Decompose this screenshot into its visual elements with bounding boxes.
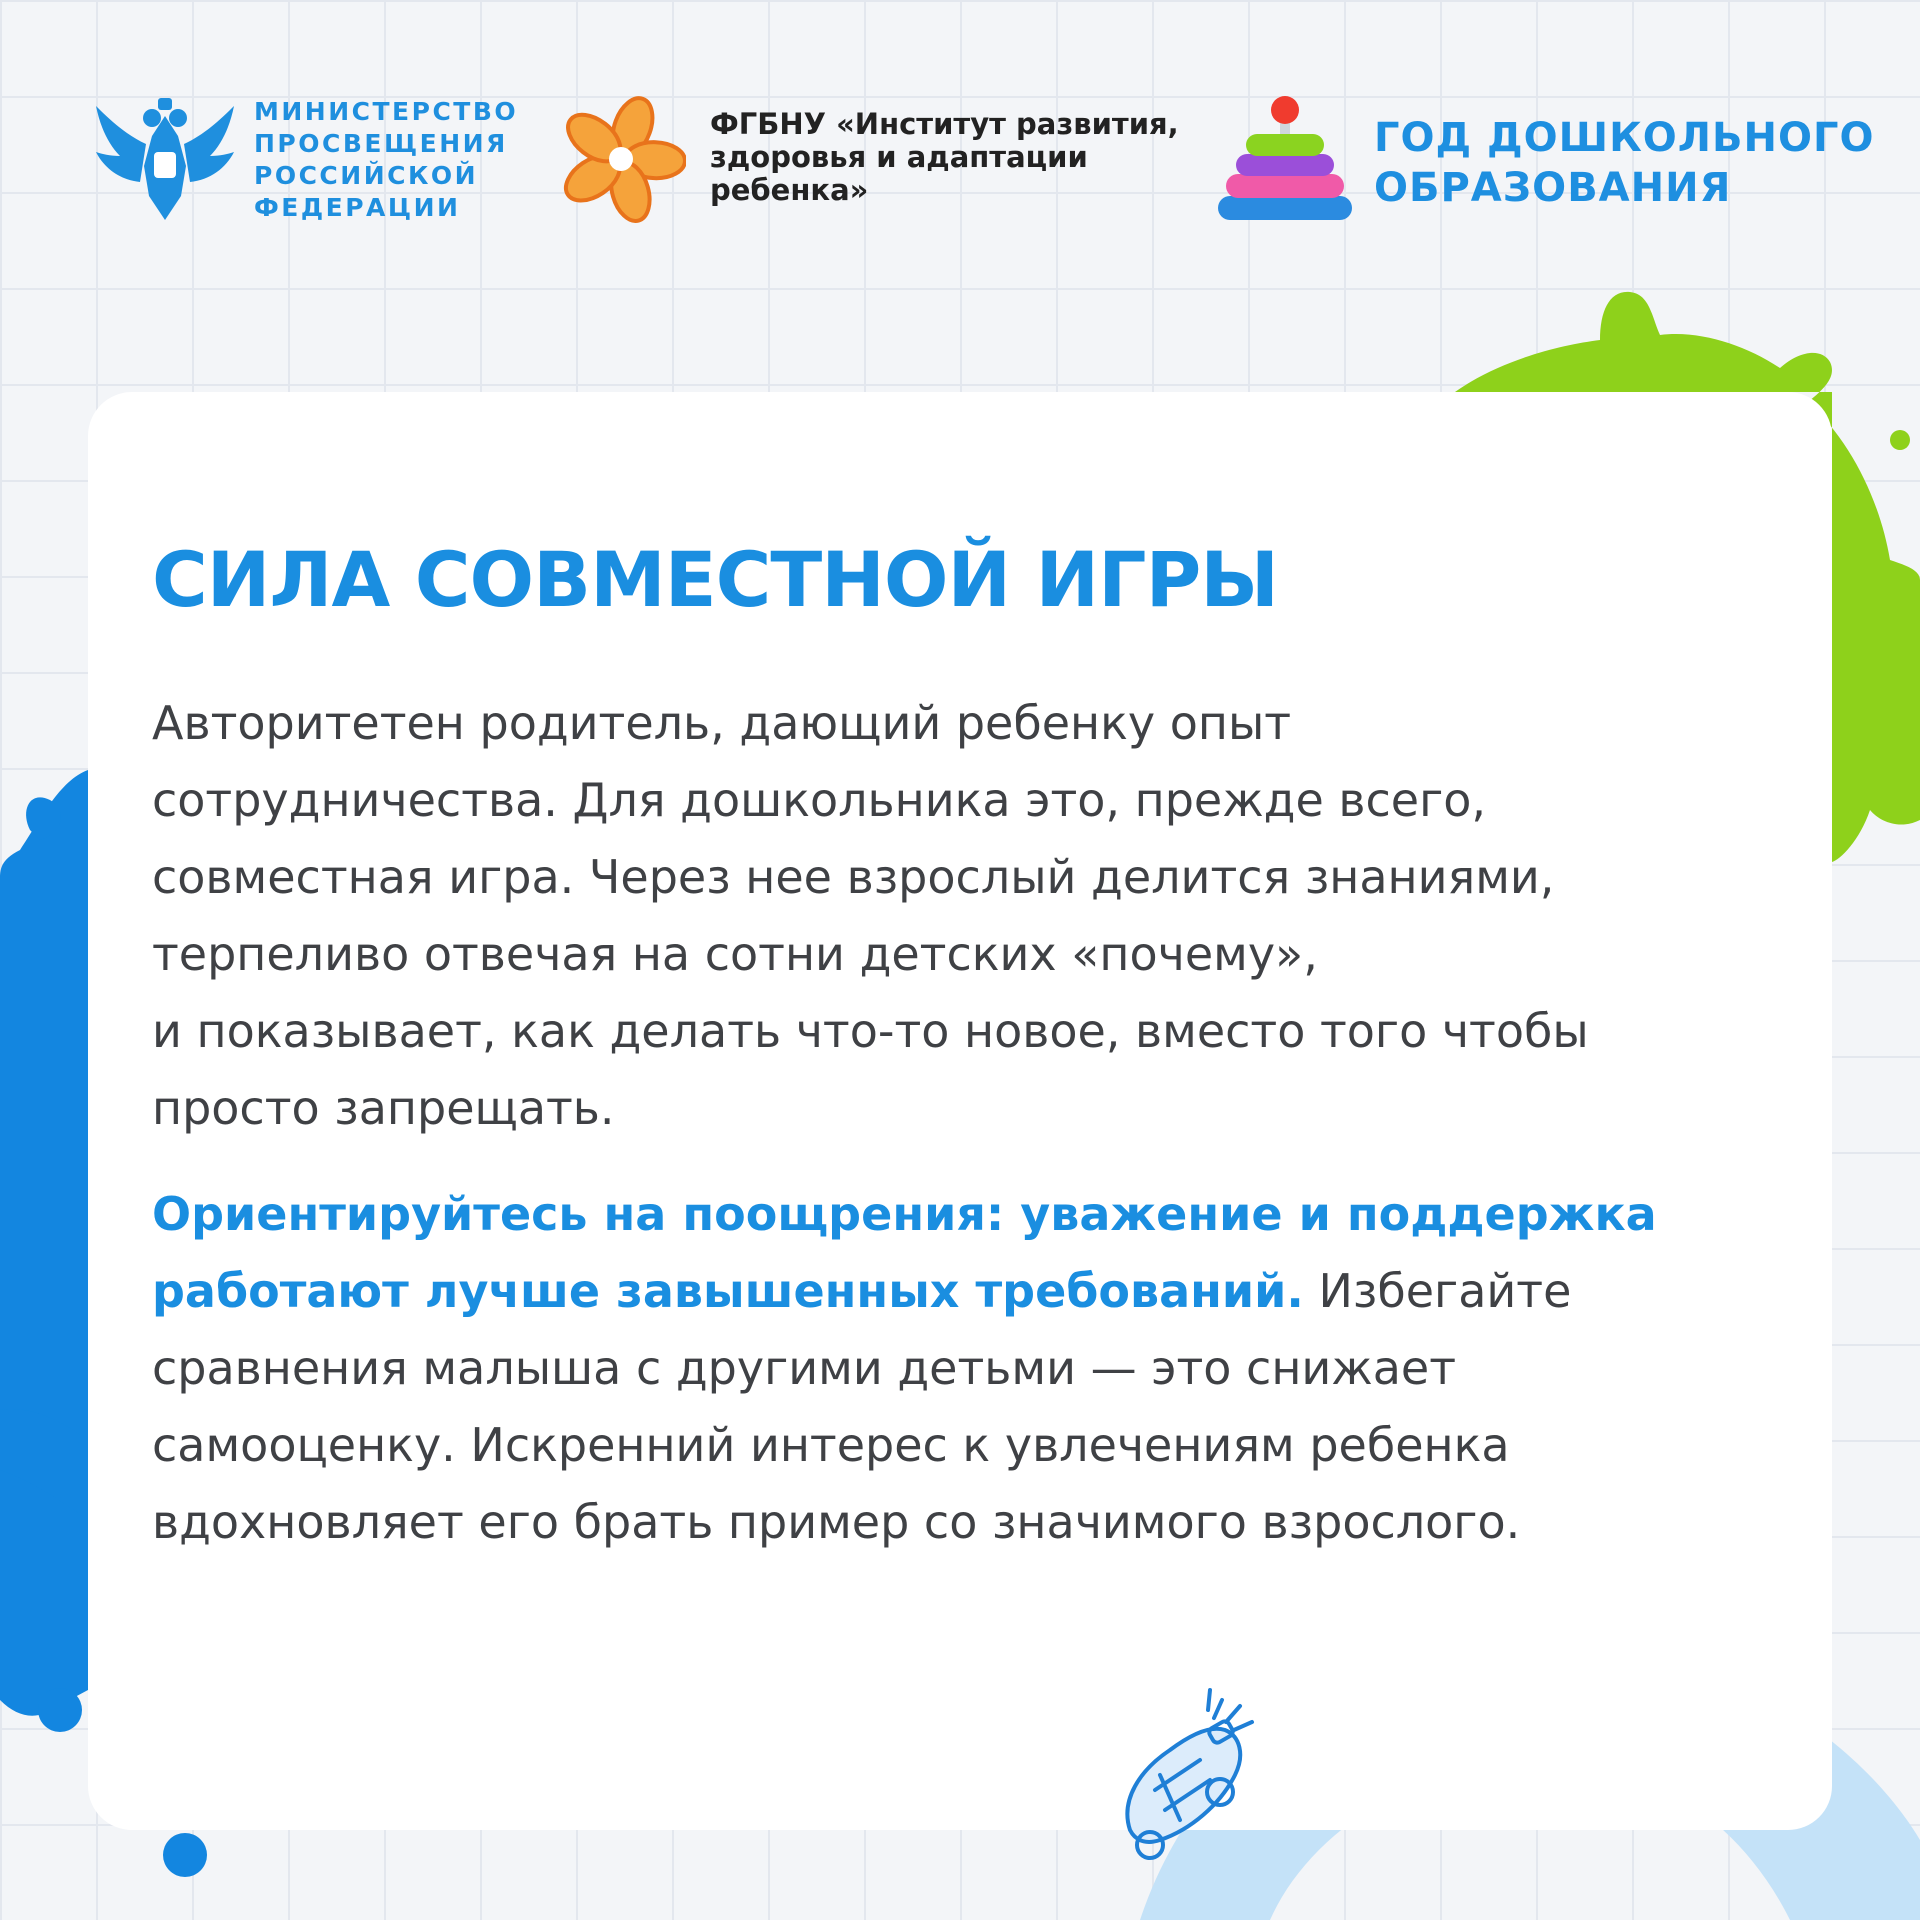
- paragraph-2-line: вдохновляет его брать пример со значимого взрослого.: [152, 1495, 1521, 1549]
- year-line-1: ГОД ДОШКОЛЬНОГО: [1374, 115, 1875, 161]
- year-of-preschool-education: [1374, 113, 1894, 213]
- institute-line-1: ФГБНУ «Институт развития,: [710, 107, 1179, 141]
- ministry-eagle-emblem-icon: [94, 96, 236, 224]
- paragraph-1-line: сотрудничества. Для дошкольника это, прежде всего,: [152, 773, 1487, 827]
- institute-line-3: ребенка»: [710, 173, 869, 207]
- paragraph-2: [152, 1176, 1772, 1561]
- ministry-line-3: РОССИЙСКОЙ: [254, 161, 479, 190]
- highlight-line-2: работают лучше завышенных требований.: [152, 1264, 1304, 1318]
- year-line-2: ОБРАЗОВАНИЯ: [1374, 165, 1732, 211]
- toy-car-doodle-icon: [1110, 1680, 1260, 1870]
- paragraph-2-line-2: [152, 1253, 1772, 1330]
- paragraph-2-line-2-rest: Избегайте: [1303, 1264, 1572, 1318]
- paragraph-1-line: просто запрещать.: [152, 1081, 615, 1135]
- paragraph-2-line: самооценку. Искренний интерес к увлечениям ребенка: [152, 1418, 1510, 1472]
- paragraph-1-line: терпеливо отвечая на сотни детских «почему»,: [152, 927, 1318, 981]
- institute-flower-logo-icon: [556, 92, 686, 226]
- paragraph-2-line: сравнения малыша с другими детьми — это снижает: [152, 1341, 1457, 1395]
- blue-paint-splash-icon: [0, 770, 88, 1732]
- toy-pyramid-logo-icon: [1216, 92, 1354, 228]
- ministry-line-4: ФЕДЕРАЦИИ: [254, 193, 461, 222]
- institute-name: [710, 108, 1190, 207]
- ministry-line-2: ПРОСВЕЩЕНИЯ: [254, 129, 508, 158]
- institute-line-2: здоровья и адаптации: [710, 140, 1088, 174]
- paragraph-1-line: и показывает, как делать что-то новое, вместо того чтобы: [152, 1004, 1589, 1058]
- paragraph-1-line: Авторитетен родитель, дающий ребенку опыт: [152, 696, 1292, 750]
- blue-dot-icon: [160, 1830, 210, 1880]
- page-title: СИЛА СОВМЕСТНОЙ ИГРЫ: [152, 535, 1279, 624]
- ministry-name: [254, 96, 524, 224]
- ministry-line-1: МИНИСТЕРСТВО: [254, 97, 519, 126]
- highlight-line-1: Ориентируйтесь на поощрения: уважение и поддержка: [152, 1187, 1657, 1241]
- paragraph-1-line: совместная игра. Через нее взрослый делится знаниями,: [152, 850, 1555, 904]
- paragraph-1: [152, 685, 1772, 1147]
